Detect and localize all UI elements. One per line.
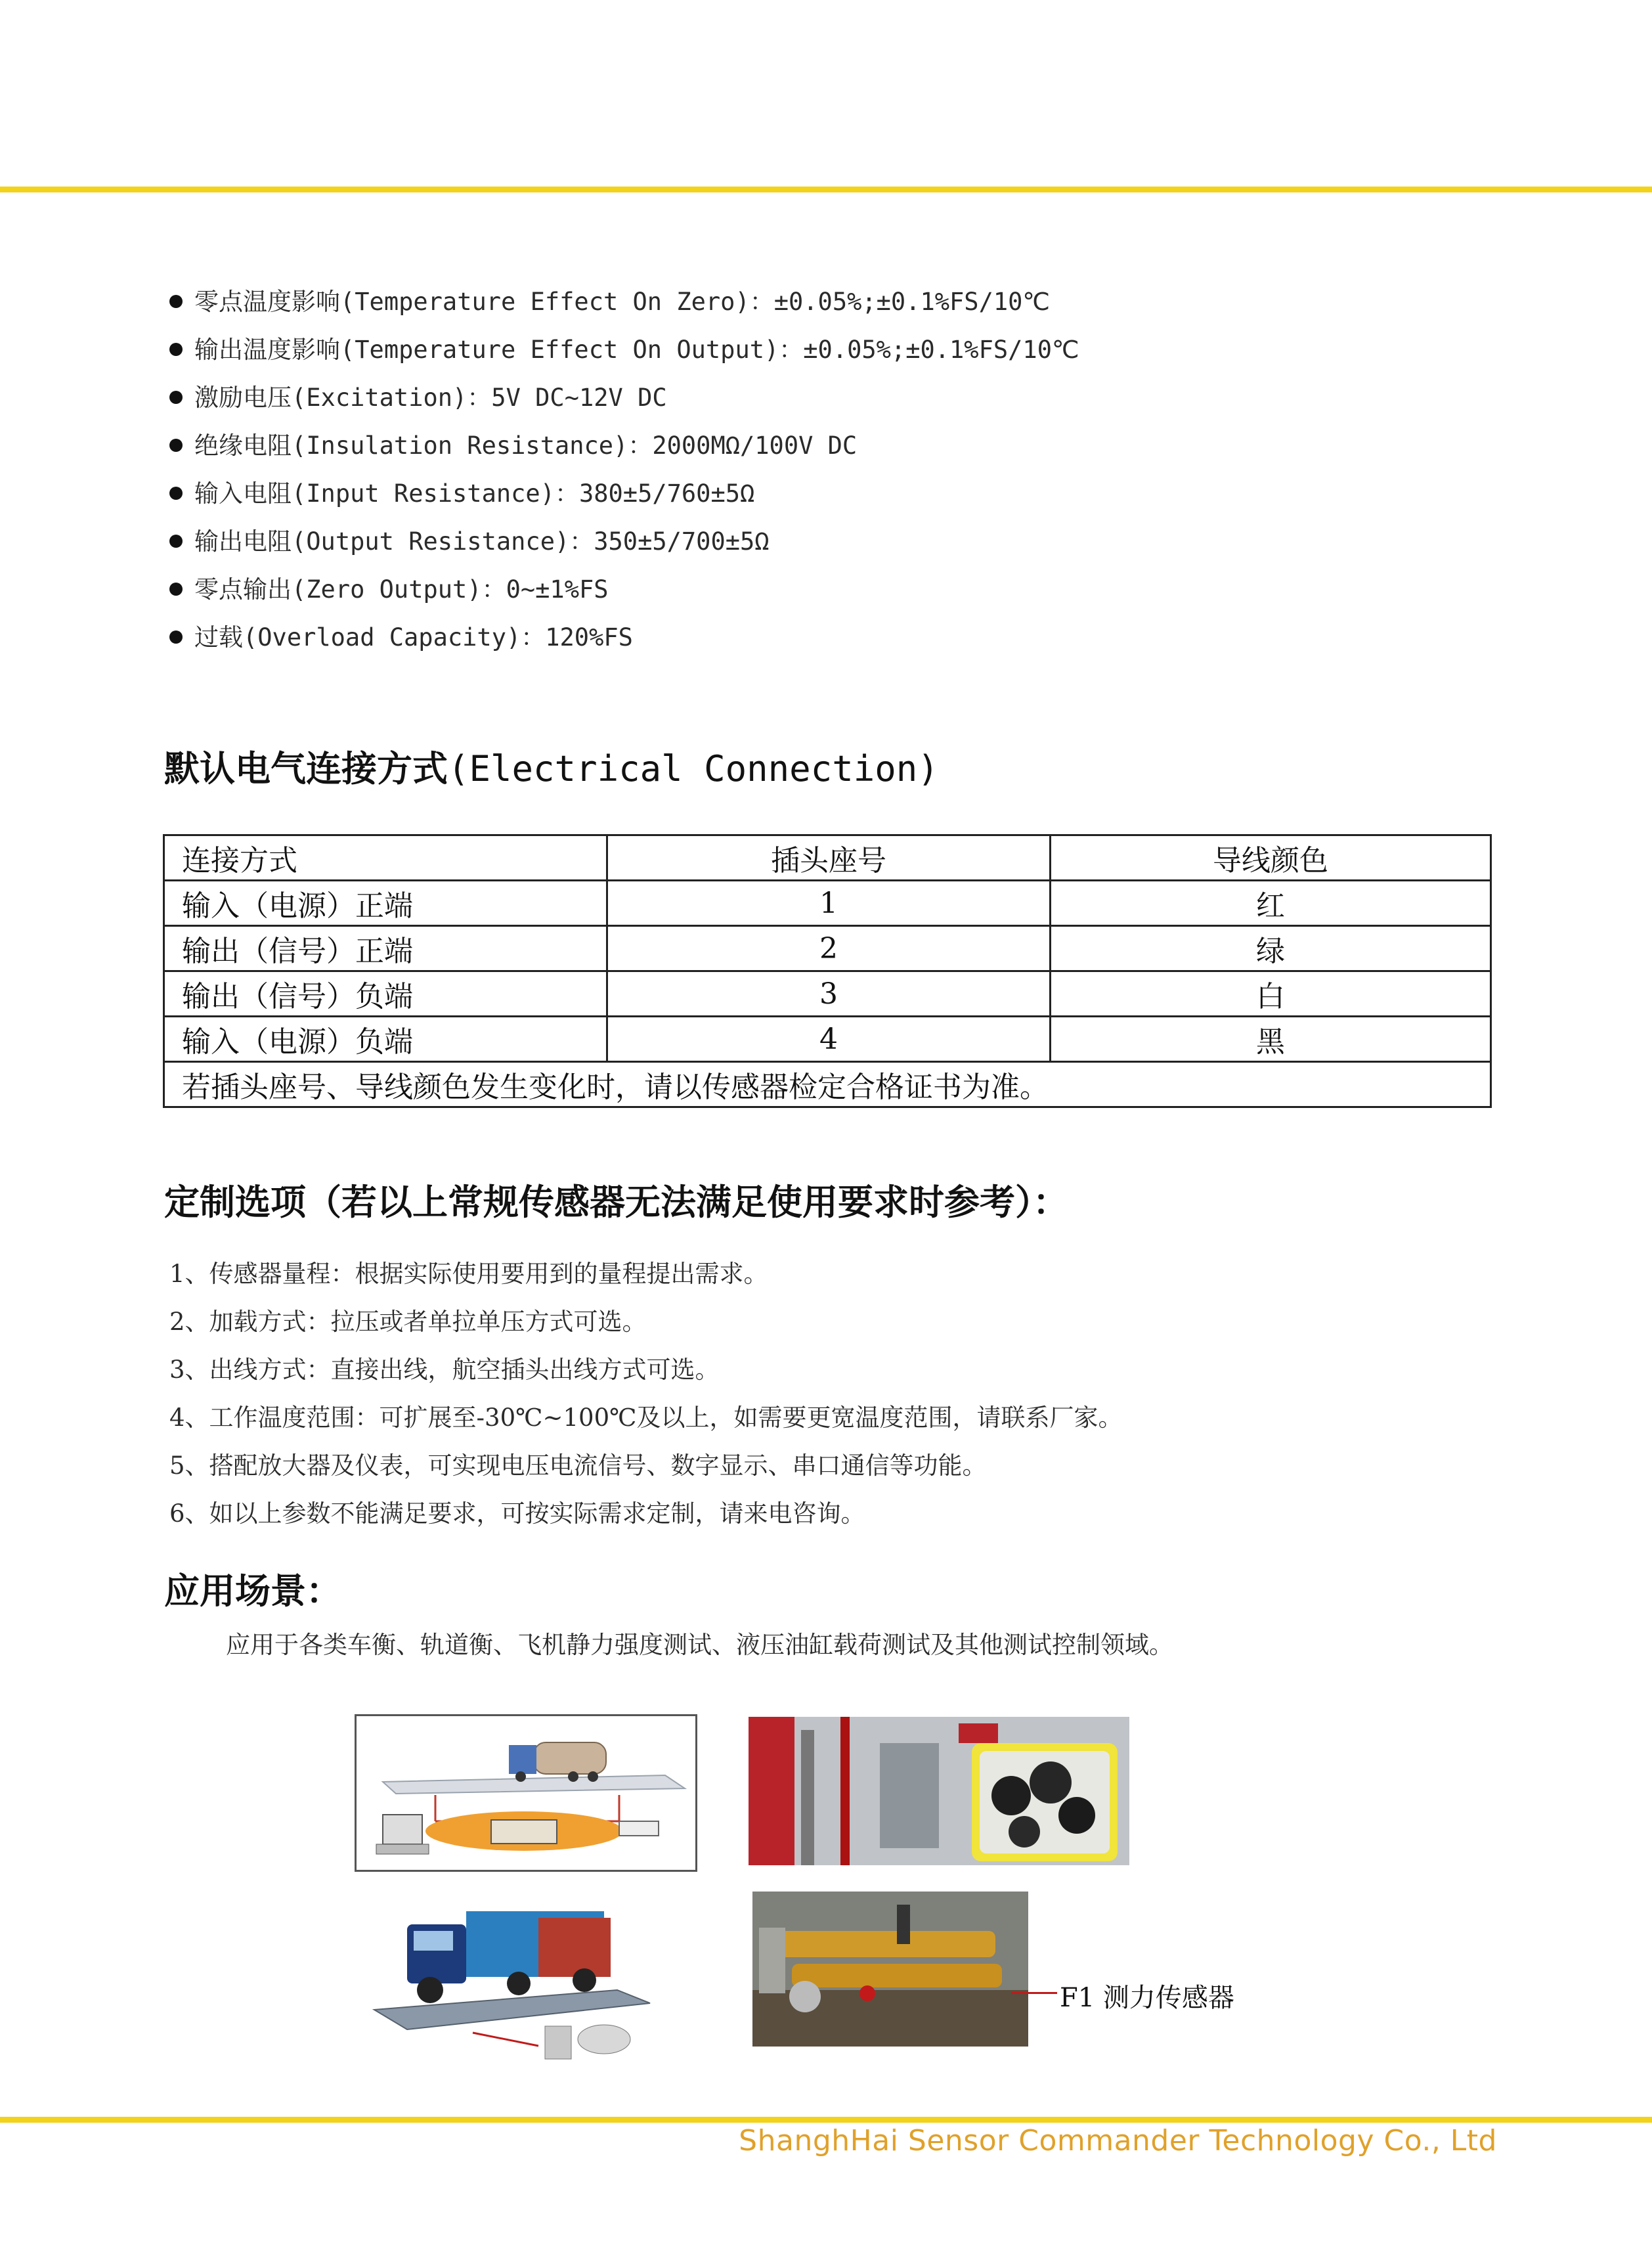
- top-accent-rule: [0, 187, 1652, 192]
- table-cell: 1: [607, 881, 1051, 926]
- aircraft-test-photo: [749, 1717, 1129, 1865]
- option-item: 3、出线方式：直接出线，航空插头出线方式可选。: [169, 1356, 720, 1384]
- table-row: [164, 926, 1491, 971]
- spec-item: [169, 474, 1079, 522]
- connection-table: [163, 834, 1492, 1108]
- spec-text: 过载(Overload Capacity)：120%FS: [194, 623, 633, 652]
- company-name-footer: ShanghHai Sensor Commander Technology Co., Ltd: [739, 2124, 1497, 2158]
- table-row: [164, 881, 1491, 926]
- spec-item: [169, 522, 1079, 570]
- table-note: 若插头座号、导线颜色发生变化时，请以传感器检定合格证书为准。: [164, 1062, 1491, 1107]
- truck-scale-diagram-image: [355, 1714, 697, 1872]
- bullet-icon: [169, 343, 183, 356]
- table-cell: 黑: [1051, 1017, 1491, 1062]
- spec-item: [169, 426, 1079, 474]
- custom-options-list: [169, 1254, 1123, 1542]
- spec-item: [169, 570, 1079, 618]
- column-header: 连接方式: [164, 835, 607, 881]
- spec-text: 绝缘电阻(Insulation Resistance)：2000MΩ/100V DC: [194, 432, 858, 460]
- table-cell: 红: [1051, 881, 1491, 926]
- truck-weighbridge-image: [368, 1892, 670, 2066]
- option-item: 6、如以上参数不能满足要求，可按实际需求定制，请来电咨询。: [169, 1499, 865, 1528]
- bullet-icon: [169, 583, 183, 596]
- table-cell: 4: [607, 1017, 1051, 1062]
- table-cell: 白: [1051, 971, 1491, 1017]
- table-cell: 3: [607, 971, 1051, 1017]
- option-item: 2、加载方式：拉压或者单拉单压方式可选。: [169, 1308, 647, 1336]
- column-header: 导线颜色: [1051, 835, 1491, 881]
- table-note-row: [164, 1062, 1491, 1107]
- bullet-icon: [169, 631, 183, 644]
- option-item: 1、传感器量程：根据实际使用要用到的量程提出需求。: [169, 1260, 768, 1288]
- column-header: 插头座号: [607, 835, 1051, 881]
- hydraulic-cylinder-photo: [752, 1892, 1028, 2047]
- spec-text: 激励电压(Excitation)：5V DC~12V DC: [194, 384, 667, 412]
- bottom-accent-rule: [0, 2117, 1652, 2123]
- f1-sensor-label: F1 测力传感器: [1060, 1983, 1234, 2013]
- bullet-icon: [169, 535, 183, 548]
- table-cell: 输出（信号）负端: [164, 971, 607, 1017]
- application-heading: 应用场景：: [164, 1570, 341, 1612]
- spec-item: [169, 330, 1079, 378]
- option-item: 5、搭配放大器及仪表，可实现电压电流信号、数字显示、串口通信等功能。: [169, 1451, 987, 1480]
- table-header-row: [164, 835, 1491, 881]
- custom-options-heading: 定制选项（若以上常规传感器无法满足使用要求时参考）：: [164, 1182, 1068, 1223]
- spec-text: 输出电阻(Output Resistance)：350±5/700±5Ω: [194, 527, 770, 556]
- spec-text: 零点温度影响(Temperature Effect On Zero)：±0.05%;±0.1%FS/10℃: [194, 288, 1050, 316]
- table-cell: 输入（电源）正端: [164, 881, 607, 926]
- table-cell: 输入（电源）负端: [164, 1017, 607, 1062]
- table-cell: 2: [607, 926, 1051, 971]
- table-row: [164, 1017, 1491, 1062]
- f1-pointer-line: [1011, 1992, 1057, 1994]
- bullet-icon: [169, 391, 183, 404]
- heading-cn: 默认电气连接方式: [164, 748, 448, 789]
- spec-item: [169, 282, 1079, 330]
- application-text: 应用于各类车衡、轨道衡、飞机静力强度测试、液压油缸载荷测试及其他测试控制领域。: [226, 1631, 1173, 1659]
- bullet-icon: [169, 439, 183, 452]
- spec-list: [169, 282, 1079, 666]
- spec-text: 输入电阻(Input Resistance)：380±5/760±5Ω: [194, 479, 755, 508]
- table-cell: 输出（信号）正端: [164, 926, 607, 971]
- table-cell: 绿: [1051, 926, 1491, 971]
- option-item: 4、工作温度范围：可扩展至-30℃~100℃及以上，如需要更宽温度范围，请联系厂家。: [169, 1404, 1123, 1432]
- spec-text: 零点输出(Zero Output)：0~±1%FS: [194, 575, 609, 604]
- table-row: [164, 971, 1491, 1017]
- bullet-icon: [169, 487, 183, 500]
- bullet-icon: [169, 295, 183, 308]
- electrical-connection-heading: [164, 741, 939, 791]
- spec-item: [169, 378, 1079, 426]
- spec-text: 输出温度影响(Temperature Effect On Output)：±0.05%;±0.1%FS/10℃: [194, 336, 1079, 364]
- spec-item: [169, 618, 1079, 666]
- heading-en: (Electrical Connection): [448, 748, 939, 789]
